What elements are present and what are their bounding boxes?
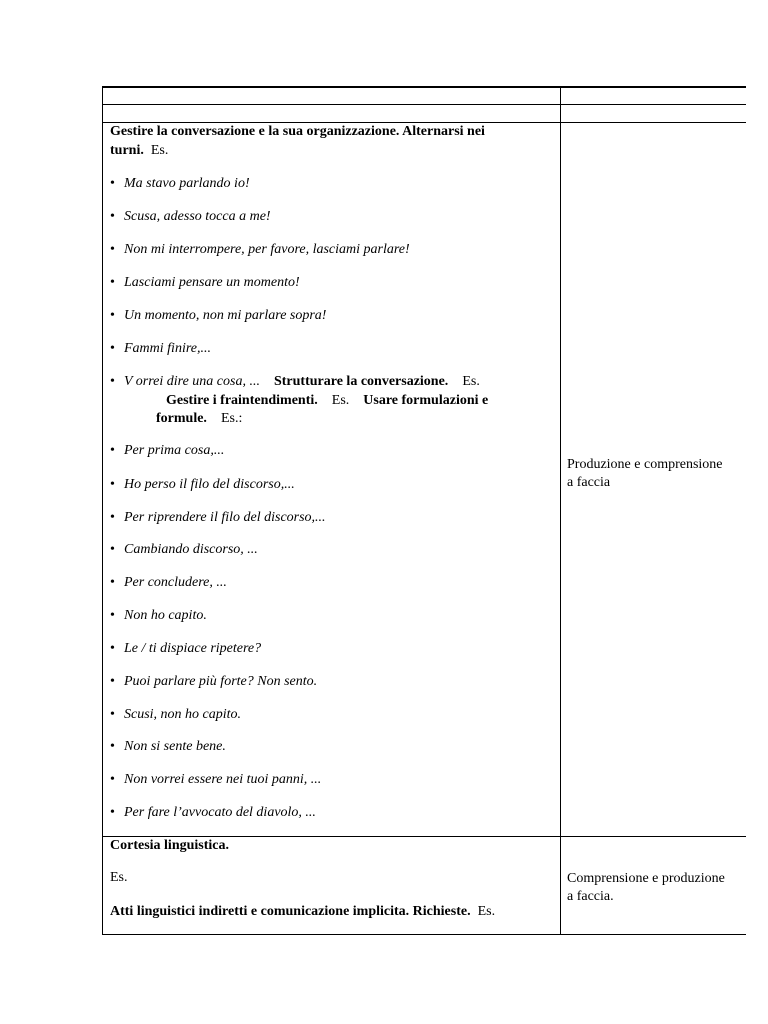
list-item-text: Per fare l’avvocato del diavolo, ...	[124, 805, 316, 820]
bullet-dot: •	[110, 477, 115, 492]
section1-heading-turni: turni.	[110, 143, 144, 158]
bullet-dot: •	[110, 510, 115, 525]
bullet-dot: •	[110, 575, 115, 590]
bullet-dot: •	[110, 772, 115, 787]
section1-heading-line1: Gestire la conversazione e la sua organizzazione. Alternarsi nei	[110, 124, 485, 139]
table-row-divider	[102, 104, 746, 105]
list-item-text: Non si sente bene.	[124, 739, 226, 754]
strutturare-heading: Strutturare la conversazione.	[273, 374, 449, 389]
list-item-text: Fammi finire,...	[124, 341, 211, 356]
list-item	[110, 574, 227, 592]
bullet-dot: •	[110, 443, 115, 458]
list-item	[110, 804, 316, 822]
list-item	[110, 175, 250, 193]
list-item	[110, 771, 321, 789]
list-item-text: Per concludere, ...	[124, 575, 227, 590]
bullet-dot: •	[110, 209, 115, 224]
bullet-dot: •	[110, 805, 115, 820]
bullet-dot: •	[110, 176, 115, 191]
bullet-dot: •	[110, 275, 115, 290]
list-item-text: Un momento, non mi parlare sopra!	[124, 308, 327, 323]
list-item	[110, 706, 241, 724]
list-item-text: Le / ti dispiace ripetere?	[124, 641, 262, 656]
formule-line	[156, 410, 242, 428]
list-item-text: Ho perso il filo del discorso,...	[124, 477, 295, 492]
list-item	[110, 640, 261, 658]
atti-line	[110, 903, 495, 921]
formule-heading: formule.	[156, 411, 207, 426]
strutturare-es: Es.	[462, 374, 480, 389]
list-item	[110, 241, 410, 259]
table-left-border	[102, 86, 103, 935]
section1-skill-line2: a faccia	[567, 475, 611, 490]
bullet-dot: •	[110, 542, 115, 557]
list-item-text: Per prima cosa,...	[124, 443, 225, 458]
list-item-text: Non mi interrompere, per favore, lasciami parlare!	[124, 242, 410, 257]
fraintendimenti-es: Es.	[331, 393, 350, 408]
bullet-dot: •	[110, 739, 115, 754]
section2-skill-line2: a faccia.	[567, 889, 614, 904]
list-item-text: Ma stavo parlando io!	[124, 176, 250, 191]
list-item-text: Lasciami pensare un momento!	[124, 275, 300, 290]
formulazioni-heading: Usare formulazioni e	[363, 393, 489, 408]
bullet-dot: •	[110, 608, 115, 623]
cortesia-heading: Cortesia linguistica.	[110, 838, 229, 853]
section1-skill-cell	[567, 456, 747, 492]
list-item	[110, 373, 480, 391]
list-item-text: Per riprendere il filo del discorso,...	[124, 510, 326, 525]
list-item	[110, 307, 326, 325]
section1-heading-es: Es.	[150, 143, 169, 158]
list-item-text: Non ho capito.	[124, 608, 207, 623]
list-item	[110, 673, 317, 691]
list-item	[110, 442, 224, 460]
table-bottom-border	[102, 934, 746, 935]
bullet-dot: •	[110, 707, 115, 722]
list-item-text: Scusi, non ho capito.	[124, 707, 242, 722]
fraintendimenti-line	[166, 392, 488, 410]
section1-heading-line2	[110, 142, 168, 160]
list-item-text: Non vorrei essere nei tuoi panni, ...	[124, 772, 322, 787]
table-top-border	[102, 86, 746, 88]
bullet-dot: •	[110, 641, 115, 656]
list-item-text: Puoi parlare più forte? Non sento.	[124, 674, 318, 689]
bullet-dot: •	[110, 674, 115, 689]
list-item	[110, 208, 271, 226]
bullet-dot: •	[110, 242, 115, 257]
cortesia-es: Es.	[110, 870, 128, 885]
bullet-dot: •	[110, 374, 115, 389]
list-item	[110, 738, 226, 756]
section2-skill-line1: Comprensione e produzione	[567, 871, 725, 886]
atti-heading: Atti linguistici indiretti e comunicazione implicita. Richieste.	[110, 904, 471, 919]
list-item	[110, 607, 207, 625]
list-item-text: V orrei dire una cosa, ...	[124, 374, 260, 389]
formule-es: Es.:	[220, 411, 243, 426]
list-item-text: Scusa, adesso tocca a me!	[124, 209, 271, 224]
list-item	[110, 541, 258, 559]
section1-skill-line1: Produzione e comprensione	[567, 457, 723, 472]
list-item-text: Cambiando discorso, ...	[124, 542, 258, 557]
list-item	[110, 340, 211, 358]
section2-skill-cell	[567, 870, 747, 906]
fraintendimenti-heading: Gestire i fraintendimenti.	[166, 393, 318, 408]
list-item	[110, 509, 326, 527]
list-item	[110, 476, 295, 494]
bullet-dot: •	[110, 308, 115, 323]
list-item	[110, 274, 300, 292]
atti-es: Es.	[477, 904, 496, 919]
table-column-divider	[560, 86, 561, 935]
bullet-dot: •	[110, 341, 115, 356]
